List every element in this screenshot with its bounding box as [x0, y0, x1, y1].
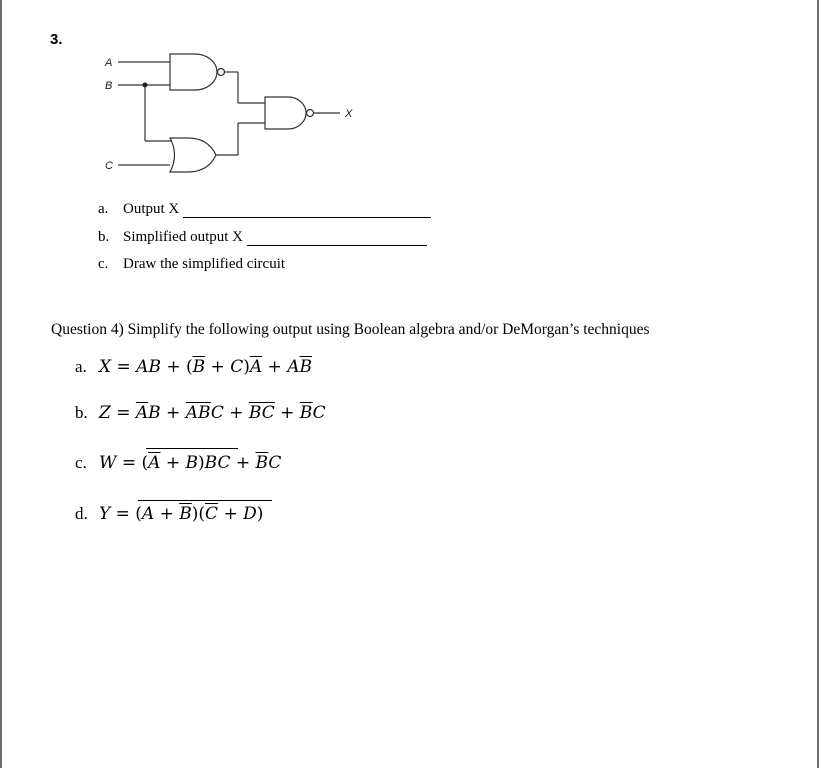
label-x: X — [345, 108, 353, 120]
label-a: A — [105, 57, 113, 69]
output-nand-bubble — [307, 110, 314, 117]
q3-item-c: c. Draw the simplified circuit — [98, 256, 286, 272]
page-border-right — [817, 0, 819, 768]
answer-blank-b[interactable] — [247, 231, 427, 246]
equation-c: c. $W = (\overline{A} + B)BC + \overline{B}C$ — [75, 453, 282, 473]
equation-b: b. $Z = \overline{A}B + \overline{A}\overline{B}C + \overline{B}\overline{C} + \overline{B}C$ — [75, 403, 326, 423]
nand-gate — [170, 54, 217, 90]
nand-bubble — [218, 69, 225, 76]
logic-circuit-diagram — [90, 45, 370, 180]
q3-item-a: a. Output X — [98, 201, 431, 218]
label-b: B — [105, 80, 113, 92]
overbar-y — [138, 500, 272, 501]
question-3-number: 3. — [50, 31, 63, 48]
equation-d: d. $Y = (A + \overline{B})(\overline{C} + D)$ — [75, 504, 264, 524]
answer-blank-a[interactable] — [183, 203, 431, 218]
q3-item-b: b. Simplified output X — [98, 229, 427, 246]
equation-a: a. X = AB + $(\overline{B} + C)\overline{A} + A\overline{B}$ — [75, 357, 312, 377]
or-gate — [170, 138, 216, 172]
question-4-heading: Question 4) Simplify the following output using Boolean algebra and/or DeMorgan’s techniques — [51, 321, 650, 338]
label-c: C — [105, 160, 113, 172]
junction-dot — [143, 83, 148, 88]
page-border-left — [0, 0, 2, 768]
overbar-w — [146, 448, 238, 449]
output-nand-gate — [265, 97, 306, 129]
